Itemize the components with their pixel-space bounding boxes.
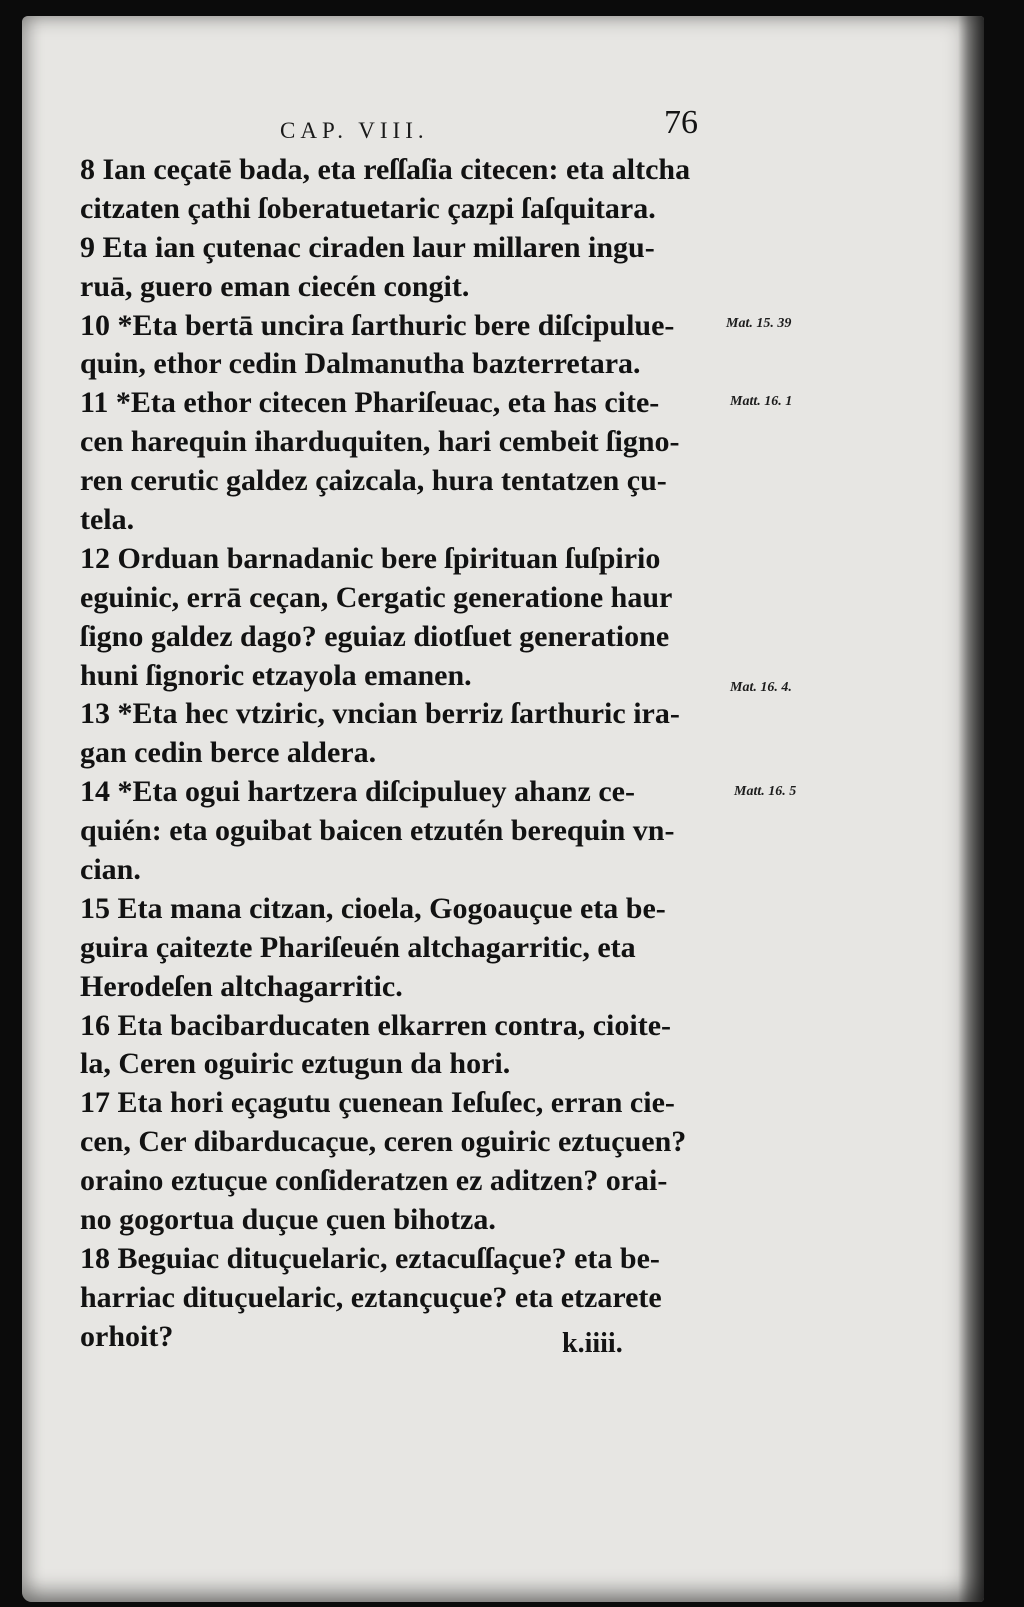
text-line: 15 Eta mana citzan, cioela, Gogoauçue eta be- — [80, 891, 666, 925]
book-spine-shadow — [958, 16, 984, 1602]
text-line: quién: eta oguibat baicen etzutén berequin vn- — [80, 814, 675, 848]
text-line: 17 Eta hori eçagutu çuenean Ieſuſec, erran cie- — [80, 1086, 675, 1120]
book-page — [22, 16, 984, 1602]
text-line: cian. — [80, 853, 141, 887]
text-line: la, Ceren oguiric eztugun da hori. — [80, 1047, 511, 1081]
text-line: harriac dituçuelaric, eztançuçue? eta etzarete — [80, 1280, 662, 1314]
text-line: cen harequin iharduquiten, hari cembeit ſigno- — [80, 425, 680, 459]
text-line: ren cerutic galdez çaizcala, hura tentatzen çu- — [80, 464, 667, 498]
text-line: cen, Cer dibarducaçue, ceren oguiric eztuçuen? — [80, 1125, 687, 1159]
text-line: 16 Eta bacibarducaten elkarren contra, cioite- — [80, 1008, 672, 1042]
text-line: huni ſignoric etzayola emanen. — [80, 658, 472, 692]
main-text — [80, 151, 720, 1357]
text-line: 18 Beguiac dituçuelaric, eztacuſſaçue? eta be- — [80, 1241, 660, 1275]
text-line: 10 *Eta bertā uncira ſarthuric bere diſcipulue- — [80, 308, 675, 342]
marginal-reference: Mat. 15. 39 — [726, 316, 792, 331]
text-line: 14 *Eta ogui hartzera diſcipuluey ahanz ce- — [80, 775, 635, 809]
text-line: 12 Orduan barnadanic bere ſpirituan ſuſpirio — [80, 541, 661, 575]
text-line: 9 Eta ian çutenac ciraden laur millaren ingu- — [80, 230, 655, 264]
text-line: citzaten çathi ſoberatuetaric çazpi ſaſquitara. — [80, 191, 656, 225]
page-header — [22, 94, 984, 144]
text-line: Herodeſen altchagarritic. — [80, 969, 403, 1003]
text-line: quin, ethor cedin Dalmanutha bazterretara. — [80, 347, 641, 381]
text-line: oraino eztuçue conſideratzen ez aditzen? orai- — [80, 1164, 668, 1198]
marginal-reference: Matt. 16. 1 — [730, 394, 793, 409]
text-line: ſigno galdez dago? eguiaz diotſuet generatione — [80, 619, 670, 653]
text-line: ruā, guero eman ciecén congit. — [80, 269, 470, 303]
text-line: no gogortua duçue çuen bihotza. — [80, 1203, 496, 1237]
text-line: tela. — [80, 503, 135, 537]
text-line: 8 Ian ceçatē bada, eta reſſaſia citecen: eta altcha — [80, 153, 691, 186]
text-line: 11 *Eta ethor citecen Phariſeuac, eta has cite- — [80, 386, 660, 420]
text-line: gan cedin berce aldera. — [80, 736, 377, 770]
text-line: eguinic, errā ceçan, Cergatic generatione haur — [80, 580, 673, 614]
page-number: 76 — [664, 104, 698, 141]
marginal-reference: Mat. 16. 4. — [730, 680, 792, 695]
running-head: CAP. VIII. — [280, 118, 429, 143]
text-line: orhoit? — [80, 1319, 174, 1353]
signature-mark: k.iiii. — [562, 1328, 623, 1359]
text-line: guira çaitezte Phariſeuén altchagarritic, eta — [80, 930, 636, 964]
text-line: 13 *Eta hec vtziric, vncian berriz ſarthuric ira- — [80, 697, 680, 731]
marginal-reference: Matt. 16. 5 — [734, 784, 797, 799]
